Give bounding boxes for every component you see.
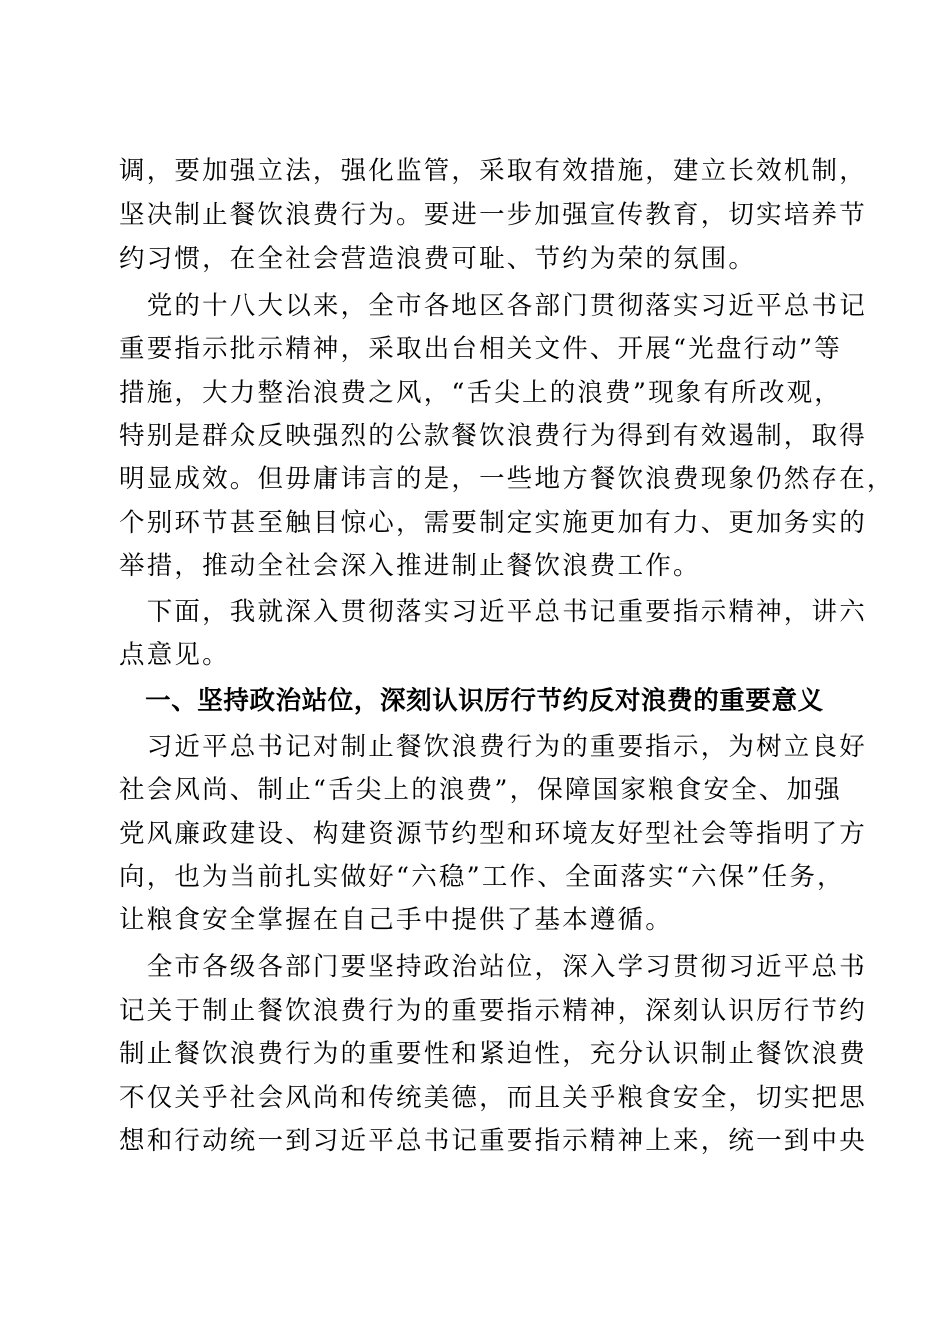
body-text-line: 制止餐饮浪费行为的重要性和紧迫性，充分认识制止餐饮浪费 xyxy=(119,1039,867,1069)
body-text-line: 重要指示批示精神，采取出台相关文件、开展“光盘行动”等 xyxy=(119,334,842,364)
body-text-line: 习近平总书记对制止餐饮浪费行为的重要指示，为树立良好 xyxy=(119,732,867,762)
body-text-line: 调，要加强立法，强化监管，采取有效措施，建立长效机制， xyxy=(119,156,867,186)
body-text-line: 个别环节甚至触目惊心，需要制定实施更加有力、更加务实的 xyxy=(119,508,867,538)
body-text-line: 党风廉政建设、构建资源节约型和环境友好型社会等指明了方 xyxy=(119,819,867,849)
body-text-line: 明显成效。但毋庸讳言的是，一些地方餐饮浪费现象仍然存在， xyxy=(119,464,895,494)
body-text-line: 约习惯，在全社会营造浪费可耻、节约为荣的氛围。 xyxy=(119,244,757,274)
body-text-line: 社会风尚、制止“舌尖上的浪费”，保障国家粮食安全、加强 xyxy=(119,775,842,805)
body-text-line: 记关于制止餐饮浪费行为的重要指示精神，深刻认识厉行节约 xyxy=(119,996,867,1026)
body-text-line: 全市各级各部门要坚持政治站位，深入学习贯彻习近平总书 xyxy=(119,952,867,982)
body-text-line: 想和行动统一到习近平总书记重要指示精神上来，统一到中央 xyxy=(119,1126,867,1156)
body-text-line: 向，也为当前扎实做好“六稳”工作、全面落实“六保”任务， xyxy=(119,862,845,892)
body-text-line: 措施，大力整治浪费之风，“舌尖上的浪费”现象有所改观， xyxy=(119,378,842,408)
body-text-line: 下面，我就深入贯彻落实习近平总书记重要指示精神，讲六 xyxy=(119,597,867,627)
body-text-line: 坚决制止餐饮浪费行为。要进一步加强宣传教育，切实培养节 xyxy=(119,200,867,230)
body-text-line: 不仅关乎社会风尚和传统美德，而且关乎粮食安全，切实把思 xyxy=(119,1083,867,1113)
body-text-line: 点意见。 xyxy=(119,640,230,670)
body-text-line: 举措，推动全社会深入推进制止餐饮浪费工作。 xyxy=(119,551,701,581)
body-text-line: 党的十八大以来，全市各地区各部门贯彻落实习近平总书记 xyxy=(119,291,867,321)
body-text-line: 让粮食安全掌握在自己手中提供了基本遵循。 xyxy=(119,905,674,935)
section-heading: 一、坚持政治站位，深刻认识厉行节约反对浪费的重要意义 xyxy=(119,686,824,716)
body-text-line: 特别是群众反映强烈的公款餐饮浪费行为得到有效遏制，取得 xyxy=(119,421,867,451)
